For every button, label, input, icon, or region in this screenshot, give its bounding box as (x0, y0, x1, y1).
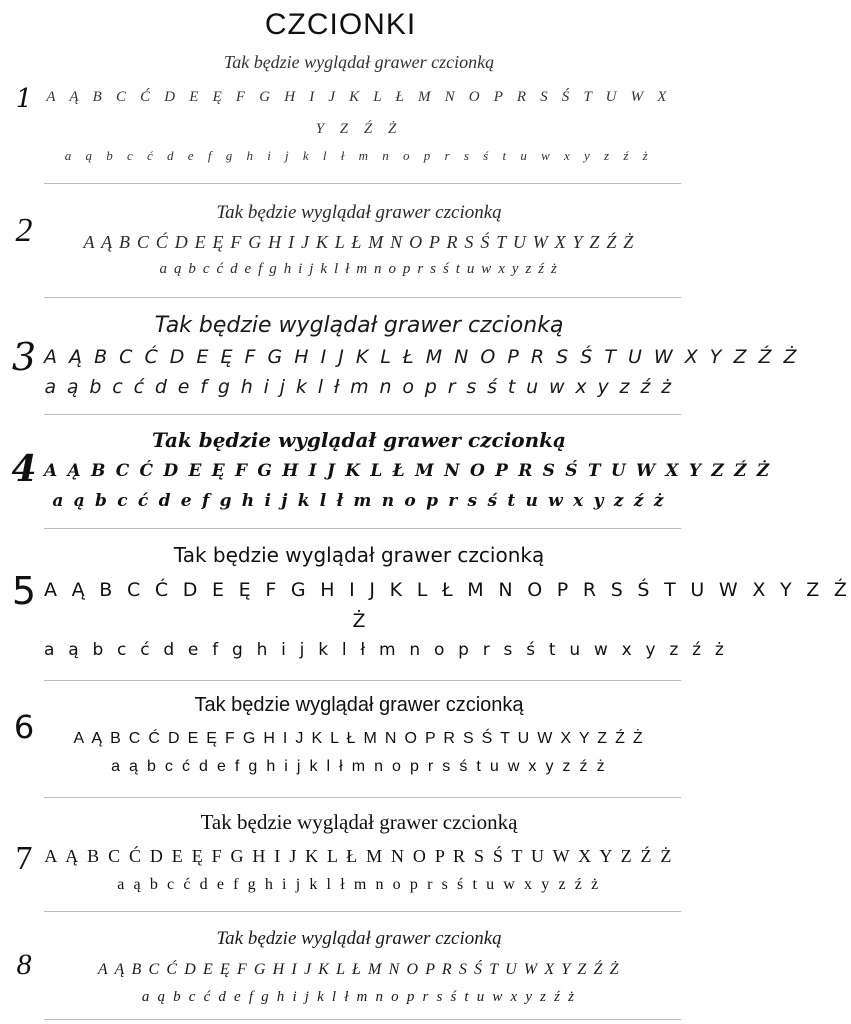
divider (44, 911, 681, 912)
sample-title: Tak będzie wyglądał grawer czcionką (216, 202, 502, 223)
divider (44, 528, 681, 529)
divider (44, 1019, 681, 1020)
sample-title: Tak będzie wyglądał grawer czcionką (173, 543, 545, 567)
sample-uppercase: A Ą B C Ć D E Ę F G H I J K L Ł M N O P R S Ś T U W X Y Z Ź Ż (44, 846, 674, 866)
font-sample-number: 6 (13, 708, 35, 746)
sample-title: Tak będzie wyglądał grawer czcionką (223, 52, 495, 72)
sample-lowercase: a ą b c ć d e f g h i j k l ł m n o p r s ś t u w x y z ź ż (111, 758, 607, 775)
sample-lowercase: a ą b c ć d e f g h i j k l ł m n o p r s ś t u w x y z ź ż (117, 876, 601, 893)
font-sample-number: 4 (11, 448, 37, 490)
sample-uppercase: A Ą B C Ć D E Ę F G H I J K L Ł M N O P R S Ś T U W X Y Z Ź Ż (44, 346, 800, 368)
sample-title: Tak będzie wyglądał grawer czcionką (152, 428, 566, 452)
font-sample-number: 5 (11, 569, 37, 613)
font-sample-number: 2 (15, 212, 33, 249)
sample-title: Tak będzie wyglądał grawer czcionką (154, 313, 564, 338)
sample-lowercase: a ą b c ć d e f g h i j k l ł m n o p r s ś t u w x y z ź ż (52, 491, 666, 511)
divider (44, 680, 681, 681)
sample-uppercase: A Ą B C Ć D E Ę F G H I J K L Ł M N O P R S Ś T U W X Y Z Ź Ż (73, 730, 645, 747)
sample-uppercase-continued: Y Z Ź Ż (315, 121, 403, 137)
sample-uppercase: A Ą B C Ć D E Ę F G H I J K L Ł M N O P R S Ś T U W X Y Z Ź Ż (83, 232, 635, 252)
sample-uppercase: A Ą B C Ć D E Ę F G H I J K L Ł M N O P R S Ś T U W X (46, 89, 672, 105)
sample-title: Tak będzie wyglądał grawer czcionką (200, 810, 518, 834)
sample-uppercase: A Ą B C Ć D E Ę F G H I J K L Ł M N O P R S Ś T U W X Y Z Ź Ż (97, 961, 621, 978)
divider (44, 297, 681, 298)
sample-lowercase: a ą b c ć d e f g h i j k l ł m n o p r s ś t u w x y z ź ż (44, 640, 728, 660)
divider (44, 183, 681, 184)
sample-lowercase: a ą b c ć d e f g h i j k l ł m n o p r s ś t u w x y z ź ż (44, 376, 674, 398)
page-title: CZCIONKI (264, 8, 417, 41)
font-sample-number: 8 (16, 948, 32, 981)
font-sample-number: 7 (15, 840, 33, 877)
font-sample-number: 3 (11, 335, 37, 379)
divider (44, 414, 681, 415)
font-sample-number: 1 (15, 84, 33, 114)
sample-lowercase: a ą b c ć d e f g h i j k l ł m n o p r s ś t u w x y z ź ż (159, 261, 559, 277)
sample-uppercase-continued: Ż (352, 610, 366, 632)
sample-lowercase: a ą b c ć d e f g h i j k l ł m n o p r s ś t u w x y z ź ż (64, 148, 654, 163)
divider (44, 797, 681, 798)
sample-title: Tak będzie wyglądał grawer czcionką (216, 928, 502, 949)
sample-lowercase: a ą b c ć d e f g h i j k l ł m n o p r s ś t u w x y z ź ż (141, 989, 577, 1005)
sample-title: Tak będzie wyglądał grawer czcionką (194, 694, 524, 716)
sample-uppercase: A Ą B C Ć D E Ę F G H I J K L Ł M N O P R S Ś T U W X Y Z Ź Ż (44, 461, 772, 481)
sample-uppercase: A Ą B C Ć D E Ę F G H I J K L Ł M N O P R S Ś T U W X Y Z Ź (44, 579, 851, 601)
